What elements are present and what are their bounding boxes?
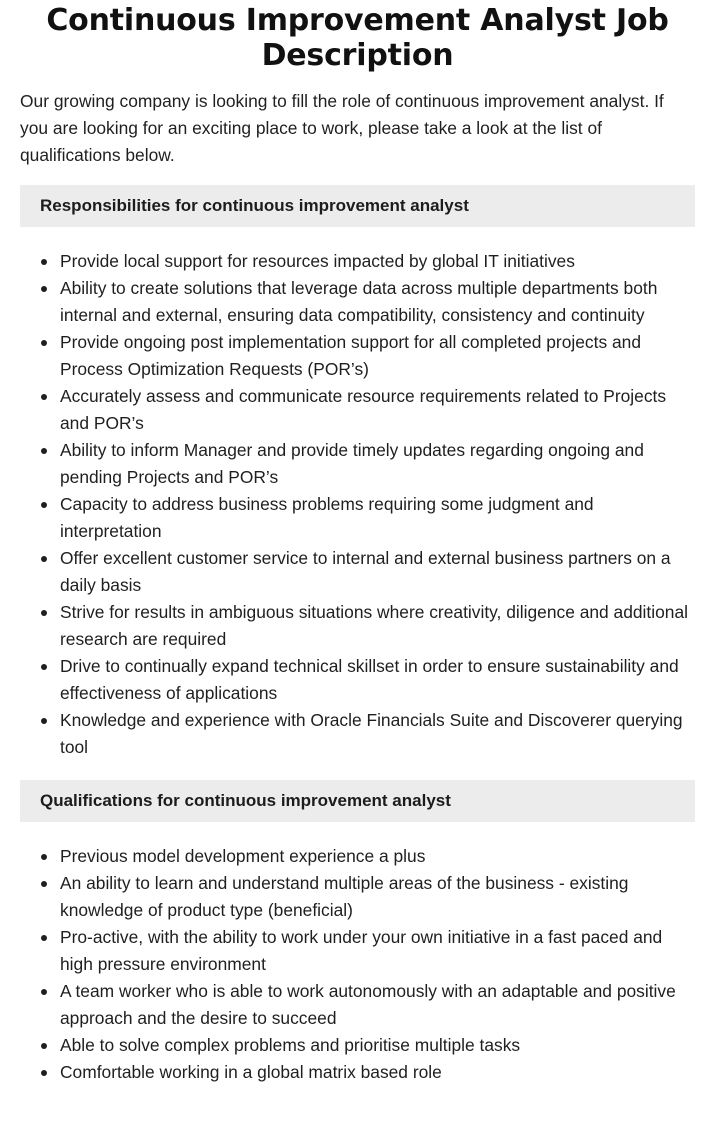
bullet-icon: [41, 664, 47, 670]
list-item: [20, 978, 695, 1032]
bullet-icon: [41, 881, 47, 887]
list-item-text: Able to solve complex problems and prioritise multiple tasks: [60, 1035, 521, 1055]
list-item-text: Ability to inform Manager and provide timely updates regarding ongoing and pending Projects and POR’s: [60, 440, 644, 487]
list-item-text: Drive to continually expand technical skillset in order to ensure sustainability and effectiveness of applications: [60, 656, 679, 703]
bullet-icon: [41, 935, 47, 941]
list-item: [20, 1059, 695, 1086]
bullet-icon: [41, 1070, 47, 1076]
list-item: [20, 383, 695, 437]
list-item: [20, 275, 695, 329]
bullet-icon: [41, 394, 47, 400]
list-item-text: Strive for results in ambiguous situations where creativity, diligence and additional research are required: [60, 602, 688, 649]
list-item-text: Knowledge and experience with Oracle Financials Suite and Discoverer querying tool: [60, 710, 683, 757]
bullet-icon: [41, 502, 47, 508]
list-item-text: Provide ongoing post implementation support for all completed projects and Process Optimization Requests (POR’s): [60, 332, 641, 379]
list-item: [20, 843, 695, 870]
intro-paragraph: Our growing company is looking to fill the role of continuous improvement analyst. If you are looking for an exciting place to work, please take a look at the list of qualifications below.: [20, 91, 664, 165]
page-title: Continuous Improvement Analyst Job Description: [46, 3, 669, 73]
list-item: [20, 653, 695, 707]
responsibilities-list: [20, 248, 695, 761]
bullet-icon: [41, 556, 47, 562]
list-item-text: Comfortable working in a global matrix based role: [60, 1062, 442, 1082]
list-item: [20, 599, 695, 653]
list-item: [20, 545, 695, 599]
bullet-icon: [41, 448, 47, 454]
qualifications-heading: Qualifications for continuous improvement analyst: [20, 780, 695, 822]
list-item-text: Provide local support for resources impacted by global IT initiatives: [60, 251, 575, 271]
qualifications-list: [20, 843, 695, 1086]
list-item: [20, 248, 695, 275]
list-item-text: Accurately assess and communicate resource requirements related to Projects and POR’s: [60, 386, 667, 433]
list-item: [20, 329, 695, 383]
list-item-text: Pro-active, with the ability to work under your own initiative in a fast paced and high pressure environment: [60, 927, 663, 974]
list-item: [20, 924, 695, 978]
bullet-icon: [41, 718, 47, 724]
list-item-text: A team worker who is able to work autonomously with an adaptable and positive approach and the desire to succeed: [60, 981, 676, 1028]
list-item: [20, 1032, 695, 1059]
bullet-icon: [41, 286, 47, 292]
list-item-text: Capacity to address business problems requiring some judgment and interpretation: [60, 494, 594, 541]
list-item: [20, 870, 695, 924]
list-item-text: Ability to create solutions that leverage data across multiple departments both internal and external, ensuring data compatibility, consistency and continuity: [60, 278, 658, 325]
job-description-page: [20, 0, 695, 1086]
bullet-icon: [41, 340, 47, 346]
bullet-icon: [41, 854, 47, 860]
responsibilities-heading: Responsibilities for continuous improvement analyst: [20, 185, 695, 227]
list-item-text: Previous model development experience a plus: [60, 846, 426, 866]
list-item: [20, 491, 695, 545]
bullet-icon: [41, 259, 47, 265]
bullet-icon: [41, 989, 47, 995]
list-item-text: An ability to learn and understand multiple areas of the business - existing knowledge of product type (beneficial): [60, 873, 629, 920]
bullet-icon: [41, 1043, 47, 1049]
list-item: [20, 707, 695, 761]
bullet-icon: [41, 610, 47, 616]
list-item-text: Offer excellent customer service to internal and external business partners on a daily basis: [60, 548, 671, 595]
list-item: [20, 437, 695, 491]
